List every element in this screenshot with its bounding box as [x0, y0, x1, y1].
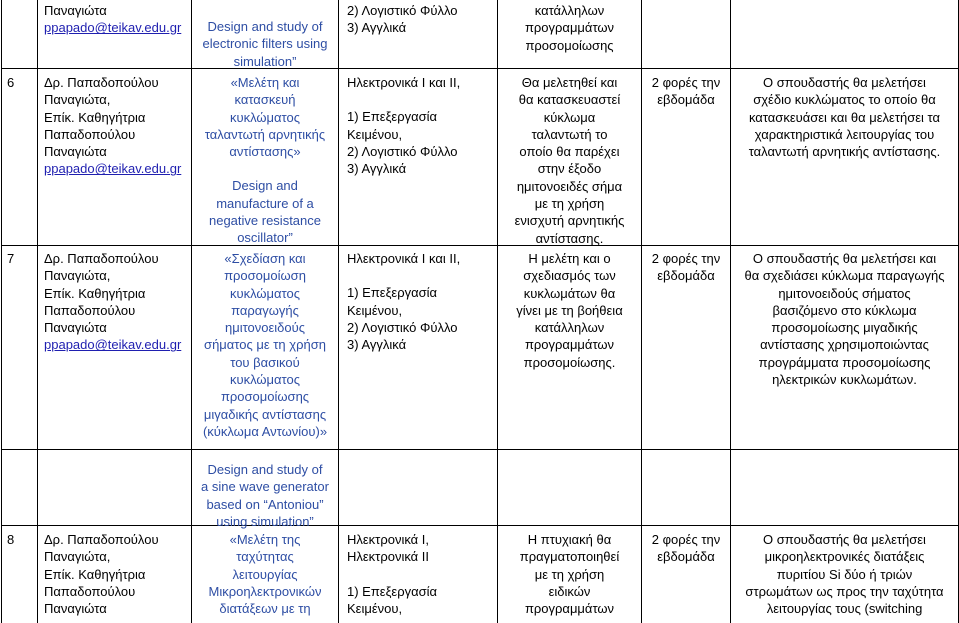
description-cell: Η μελέτη και ο σχεδιασμός των κυκλωμάτων θα γίνει με τη βοήθεια κατάλληλων προγραμμάτων προσομοίωσης. — [516, 251, 623, 370]
row-divider — [1, 449, 959, 450]
top-courses-cell: 2) Λογιστικό Φύλλο 3) Αγγλικά — [347, 3, 458, 36]
row-divider — [1, 525, 959, 526]
goals-cell: Ο σπουδαστής θα μελετήσει μικροηλεκτρονικές διατάξεις πυριτίου Si δύο ή τριών στρωμάτων ως προς την ταχύτητα λειτουργίας τους (switching — [745, 532, 944, 617]
column-divider — [37, 0, 38, 623]
email-link[interactable]: ppapado@teikav.edu.gr — [44, 20, 182, 36]
description-cell: Θα μελετηθεί και θα κατασκευαστεί κύκλωμα ταλαντωτή το οποίο θα παρέχει στην έξοδο ημιτονοειδές σήμα με τη χρήση ενισχυτή αρνητικής αντίστασης. — [514, 75, 625, 246]
row-number: 8 — [7, 532, 15, 547]
teacher-cell: Δρ. Παπαδοπούλου Παναγιώτα, Επίκ. Καθηγήτρια Παπαδοπούλου Παναγιώτα — [44, 532, 159, 617]
thesis-title-en-cell: Design and study of a sine wave generator based on “Antoniou” using simulation” — [201, 462, 329, 529]
email-link[interactable]: ppapado@teikav.edu.gr — [44, 161, 182, 177]
thesis-title-cell: «Μελέτη της ταχύτητας λειτουργίας Μικροηλεκτρονικών διατάξεων με τη — [208, 532, 322, 617]
top-teacher-cell — [44, 2, 189, 37]
goals-cell: Ο σπουδαστής θα μελετήσει σχέδιο κυκλώματος το οποίο θα κατασκευάσει και θα μελετήσει τα χαρακτηριστικά λειτουργίας του ταλαντωτή αρνητικής αντίστασης. — [748, 75, 941, 160]
top-title-cell: Design and study of electronic filters using simulation” — [202, 19, 328, 69]
description-cell: Η πτυχιακή θα πραγματοποιηθεί με τη χρήση ειδικών προγραμμάτων — [519, 532, 620, 617]
teacher-name: Παναγιώτα — [44, 3, 107, 18]
row-divider — [1, 245, 959, 246]
table-border-left — [1, 0, 2, 623]
top-description-cell: κατάλληλων προγραμμάτων προσομοίωσης — [524, 3, 615, 53]
courses-cell: Ηλεκτρονικά Ι και ΙΙ, 1) Επεξεργασία Κειμένου, 2) Λογιστικό Φύλλο 3) Αγγλικά — [347, 75, 461, 177]
frequency-cell: 2 φορές την εβδομάδα — [651, 251, 721, 284]
courses-cell: Ηλεκτρονικά Ι, Ηλεκτρονικά ΙΙ 1) Επεξεργασία Κειμένου, — [347, 532, 438, 616]
teacher-cell: Δρ. Παπαδοπούλου Παναγιώτα, Επίκ. Καθηγήτρια Παπαδοπούλου Παναγιώτα ppapado@teikav.edu.gr — [44, 250, 189, 354]
frequency-cell: 2 φορές την εβδομάδα — [651, 75, 721, 108]
row-divider — [1, 68, 959, 69]
email-link[interactable]: ppapado@teikav.edu.gr — [44, 337, 182, 353]
column-divider — [338, 0, 339, 623]
frequency-cell: 2 φορές την εβδομάδα — [651, 532, 721, 565]
courses-cell: Ηλεκτρονικά Ι και ΙΙ, 1) Επεξεργασία Κειμένου, 2) Λογιστικό Φύλλο 3) Αγγλικά — [347, 251, 461, 353]
thesis-title-cell: «Μελέτη και κατασκευή κυκλώματος ταλαντωτή αρνητικής αντίστασης» Design and manufacture of a negative resistance oscillator” — [204, 75, 326, 246]
teacher-cell: Δρ. Παπαδοπούλου Παναγιώτα, Επίκ. Καθηγήτρια Παπαδοπούλου Παναγιώτα ppapado@teikav.edu.gr — [44, 74, 189, 178]
goals-cell: Ο σπουδαστής θα μελετήσει και θα σχεδιάσει κύκλωμα παραγωγής ημιτονοειδούς σήματος βασιζόμενο στο κύκλωμα προσομοίωσης μιγαδικής αντίστασης χρησιμοποιώντας προγράμματα προσομοίωσης ηλεκτρικών κυκλωμάτων. — [744, 251, 945, 388]
row-number: 7 — [7, 251, 15, 266]
thesis-title-cell: «Σχεδίαση και προσομοίωση κυκλώματος παραγωγής ημιτονοειδούς σήματος με τη χρήση του βασικού κυκλώματος προσομοίωσης μιγαδικής αντίστασης (κύκλωμα Αντωνίου)» — [202, 251, 328, 439]
row-number: 6 — [7, 75, 15, 90]
